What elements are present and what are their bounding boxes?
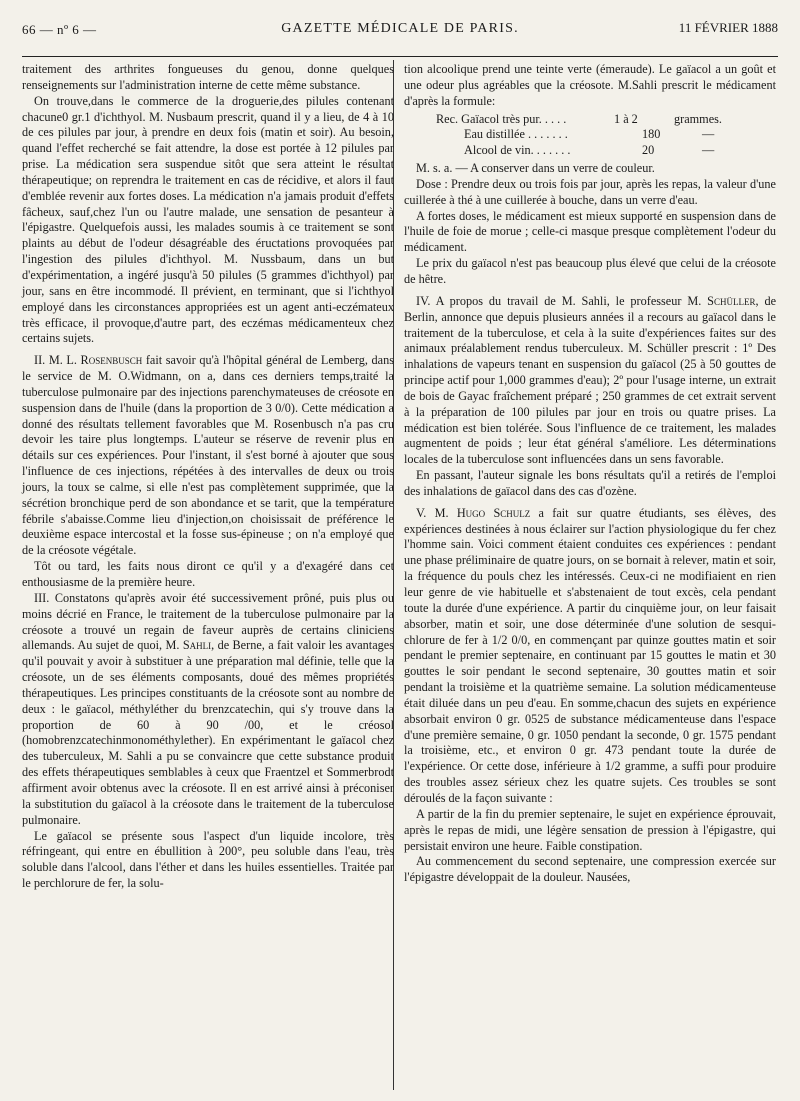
section-v: V. M. Hugo Schulz a fait sur quatre étudiants, ses élèves, des expériences destinées à nous éclairer sur l'action physiologique du fer chez l'homme sain. Voici comment étaient conduites ces expériences : pendant une phase préliminaire de quatre jours, on se bornait à relever, matin et soir, la fréquence du pouls chez les intéressés. Ceux-ci ne modifiaient en rien leur genre de vie habituelle et s'abstenaient de tout excès, cela pendant toute la durée d'une expérience. A partir du cinquième jour, on leur faisait absorber, matin et soir, une dose déterminée d'une solution de sesqui-chlorure de fer à 1/2 0/0, en commençant par quinze gouttes matin et soir pendant le premier septenaire, en continuant par 15 gouttes le matin et 30 gouttes le soir pendant le second septenaire, 30 gouttes matin et soir pendant la troisième et la quatrième semaine. La solution médicamenteuse était diluée dans un peu d'eau. En somme,chacun des sujets en expérience absorbait environ 0 gr. 0525 de substance médicamenteuse dans l'espace d'une première semaine, 0 gr. 1050 pendant la seconde, 0 gr. 1575 pendant la troisième, etc., et environ 0 gr. 473 pendant toute la durée de l'expérience. Or cette dose, inférieure à 1/2 gramme, a suffi pour produire des troubles assez sérieux chez les quatre sujets. Ces troubles se sont déroulés de la façon suivante : bbox=[404, 505, 777, 805]
paragraph: Tôt ou tard, les faits nous diront ce qu'il y a d'exagéré dans cet enthousiasme de la première heure. bbox=[22, 559, 394, 589]
paragraph: traitement des arthrites fongueuses du genou, donne quelques renseignements sur l'administration interne de cette même substance. bbox=[22, 62, 394, 92]
paragraph: En passant, l'auteur signale les bons résultats qu'il a retirés de l'emploi des inhalations de gaïacol dans des cas d'ozène. bbox=[404, 468, 776, 498]
prescription-formula bbox=[404, 112, 776, 160]
author-name: Rosenbusch bbox=[80, 353, 143, 368]
issue-date: 11 FÉVRIER 1888 bbox=[678, 20, 778, 35]
formula-row: Eau distillée . . . . . . . 180 — bbox=[464, 127, 715, 142]
paragraph: Le prix du gaïacol n'est pas beaucoup plus élevé que celui de la créosote de hêtre. bbox=[404, 256, 776, 286]
section-ii: II. M. L. Rosenbusch fait savoir qu'à l'hôpital général de Lemberg, dans le service de M. O.Widmann, on a, dans ces derniers temps,traité la tuberculose pulmonaire par des injections parenchymateuses de créosote en suspension dans de l'huile (dans la proportion de 3 0/0). Cette médication a donné des résultats tellement favorables que M. Rosenbusch n'a pas cru devoir les taire plus longtemps. L'auteur se réserve de revenir plus en détails sur ces expériences. Pour l'instant, il s'est borné à ajouter que sous l'influence de ces injections, répétées à des intervalles de deux ou trois jours, la toux se calme, si elle n'est pas complètement supprimée, que la sécrétion bronchique perd de son abondance et se tarit, que la température fébrile s'abaisse.Comme lieu d'injection,on choisissait de préférence le deuxième espace intercostal et la fosse sus-épineuse ; on n'a employé que de la créosote végétale. bbox=[22, 353, 394, 558]
left-column bbox=[22, 62, 394, 892]
section-iii: III. Constatons qu'après avoir été successivement prôné, puis plus ou moins décrié en France, le traitement de la tuberculose pulmonaire par la créosote a trouvé un regain de faveur auprès de certains cliniciens allemands. Au sujet de quoi, M. Sahli, de Berne, a fait valoir les avantages qu'il pouvait y avoir à substituer à une préparation mal définie, telle que la créosote, un de ses éléments composants, doué des mêmes propriétés thérapeutiques. Les principes constituants de la créosote sont au nombre de deux : le gaïacol, méthyléther du brenzcatechin, qui s'y trouve dans la proportion de 60 à 90 /00, et le créosol (homobrenzcatechinmonométhylether). En expérimentant le gaïacol chez des tuberculeux, M. Sahli a pu se convaincre que cette substance produit des effets thérapeutiques semblables à ceux que Fraentzel et Sommerbrodt affirment avoir obtenus avec la créosote. Il en est arrivé ainsi à préconiser la substitution du gaïacol à la créosote dans le traitement de la tuberculose pulmonaire. bbox=[22, 590, 394, 827]
journal-title: GAZETTE MÉDICALE DE PARIS. bbox=[281, 21, 519, 36]
page-number: 66 — nº 6 — bbox=[22, 22, 97, 37]
formula-row: Alcool de vin. . . . . . . 20 — bbox=[464, 143, 715, 158]
paragraph: A partir de la fin du premier septenaire, le sujet en expérience éprouvait, après le repas de midi, une légère sensation de pression à l'épigastre, qui persistait environ une heure. Faible constipation. bbox=[404, 806, 776, 853]
paragraph: Au commencement du second septenaire, une compression exercée sur l'épigastre développait de la douleur. Nausées, bbox=[404, 854, 776, 885]
header-rule bbox=[22, 56, 778, 57]
section-iv: IV. A propos du travail de M. Sahli, le professeur M. Schüller, de Berlin, annonce que depuis plusieurs années il a recours au gaïacol dans le traitement de la tuberculose, et cela à la suite d'expériences faites sur des animaux préalablement rendus tuberculeux. M. Schüller prescrit : 1º Des inhalations de vapeurs tenant en suspension du gaïacol (25 à 50 gouttes de principe actif pour 1,000 grammes d'eau); 2º pour l'usage interne, un extrait de bois de Gayac fraîchement préparé ; 250 grammes de cet extrait servent à la préparation de 100 pilules par jour en trois ou quatre prises. La médication est bien tolérée. Sous l'influence de ce traitement, les malades augmentent de poids ; leur état général s'améliore. Les déterminations locales de la tuberculose sont influencées dans un sens favorable. bbox=[404, 293, 776, 467]
formula-row: Rec. Gaïacol très pur. . . . . 1 à 2 grammes. bbox=[436, 111, 722, 126]
author-name: Hugo Schulz bbox=[456, 505, 531, 520]
page-header bbox=[22, 18, 778, 44]
paragraph: tion alcoolique prend une teinte verte (émeraude). Le gaïacol a un goût et une odeur plus agréables que la créosote. M.Sahli prescrit le médicament d'après la formule: bbox=[404, 62, 776, 108]
author-name: Schüller bbox=[707, 293, 756, 308]
right-column bbox=[404, 62, 776, 886]
paragraph: M. s. a. — A conserver dans un verre de couleur. bbox=[416, 161, 655, 176]
paragraph: Dose : Prendre deux ou trois fois par jour, après les repas, la valeur d'une cuillerée à thé à une cuillerée à bouche, dans un verre d'eau. bbox=[404, 176, 776, 207]
author-name: Sahli bbox=[182, 638, 212, 653]
paragraph: On trouve,dans le commerce de la droguerie,des pilules contenant chacune0 gr.1 d'ichthyol. M. Nusbaum prescrit, quand il y a lieu, de 4 à 10 de ces pilules par jour, à prendre en deux fois (matin et soir). Au besoin, quand l'effet recherché se fait attendre, la dose est portée à 12 pilules par prise. La médication sera suspendue sitôt que sera atteint le résultat thérapeutique; on reprendra le traitement en cas de récidive, et alors il faut d'emblée revenir aux fortes doses. La médication n'a jamais produit d'effets fâcheux, sauf,chez l'un ou l'autre malade, une sensation de pesanteur à l'épigastre. Quelquefois aussi, les malades soumis à ce traitement se sont plaints au début de l'odeur désagréable des éructations provoquées par l'ingestion des pilules d'ichthyol. M. Nussbaum, dans un but d'expérimentation, a ingéré jusqu'à 50 pilules (5 grammes d'ichthyol) par jour, sans en être incommodé. Il prévient, en terminant, que si l'ichthyol employé dans les circonstances appropriées est un agent anti-eczémateux très efficace, il provoque,d'autre part, des eczémas médicamenteux chez certains sujets. bbox=[22, 93, 394, 346]
paragraph: A fortes doses, le médicament est mieux supporté en suspension dans de l'huile de foie de morue ; celle-ci masque presque complètement l'odeur du médicament. bbox=[404, 208, 776, 255]
paragraph: Le gaïacol se présente sous l'aspect d'un liquide incolore, très réfringeant, qui entre en ébullition à 200°, peu soluble dans l'eau, très soluble dans l'alcool, dans l'éther et dans les huiles essentielles. Traitée par le perchlorure de fer, la solu- bbox=[22, 828, 394, 891]
